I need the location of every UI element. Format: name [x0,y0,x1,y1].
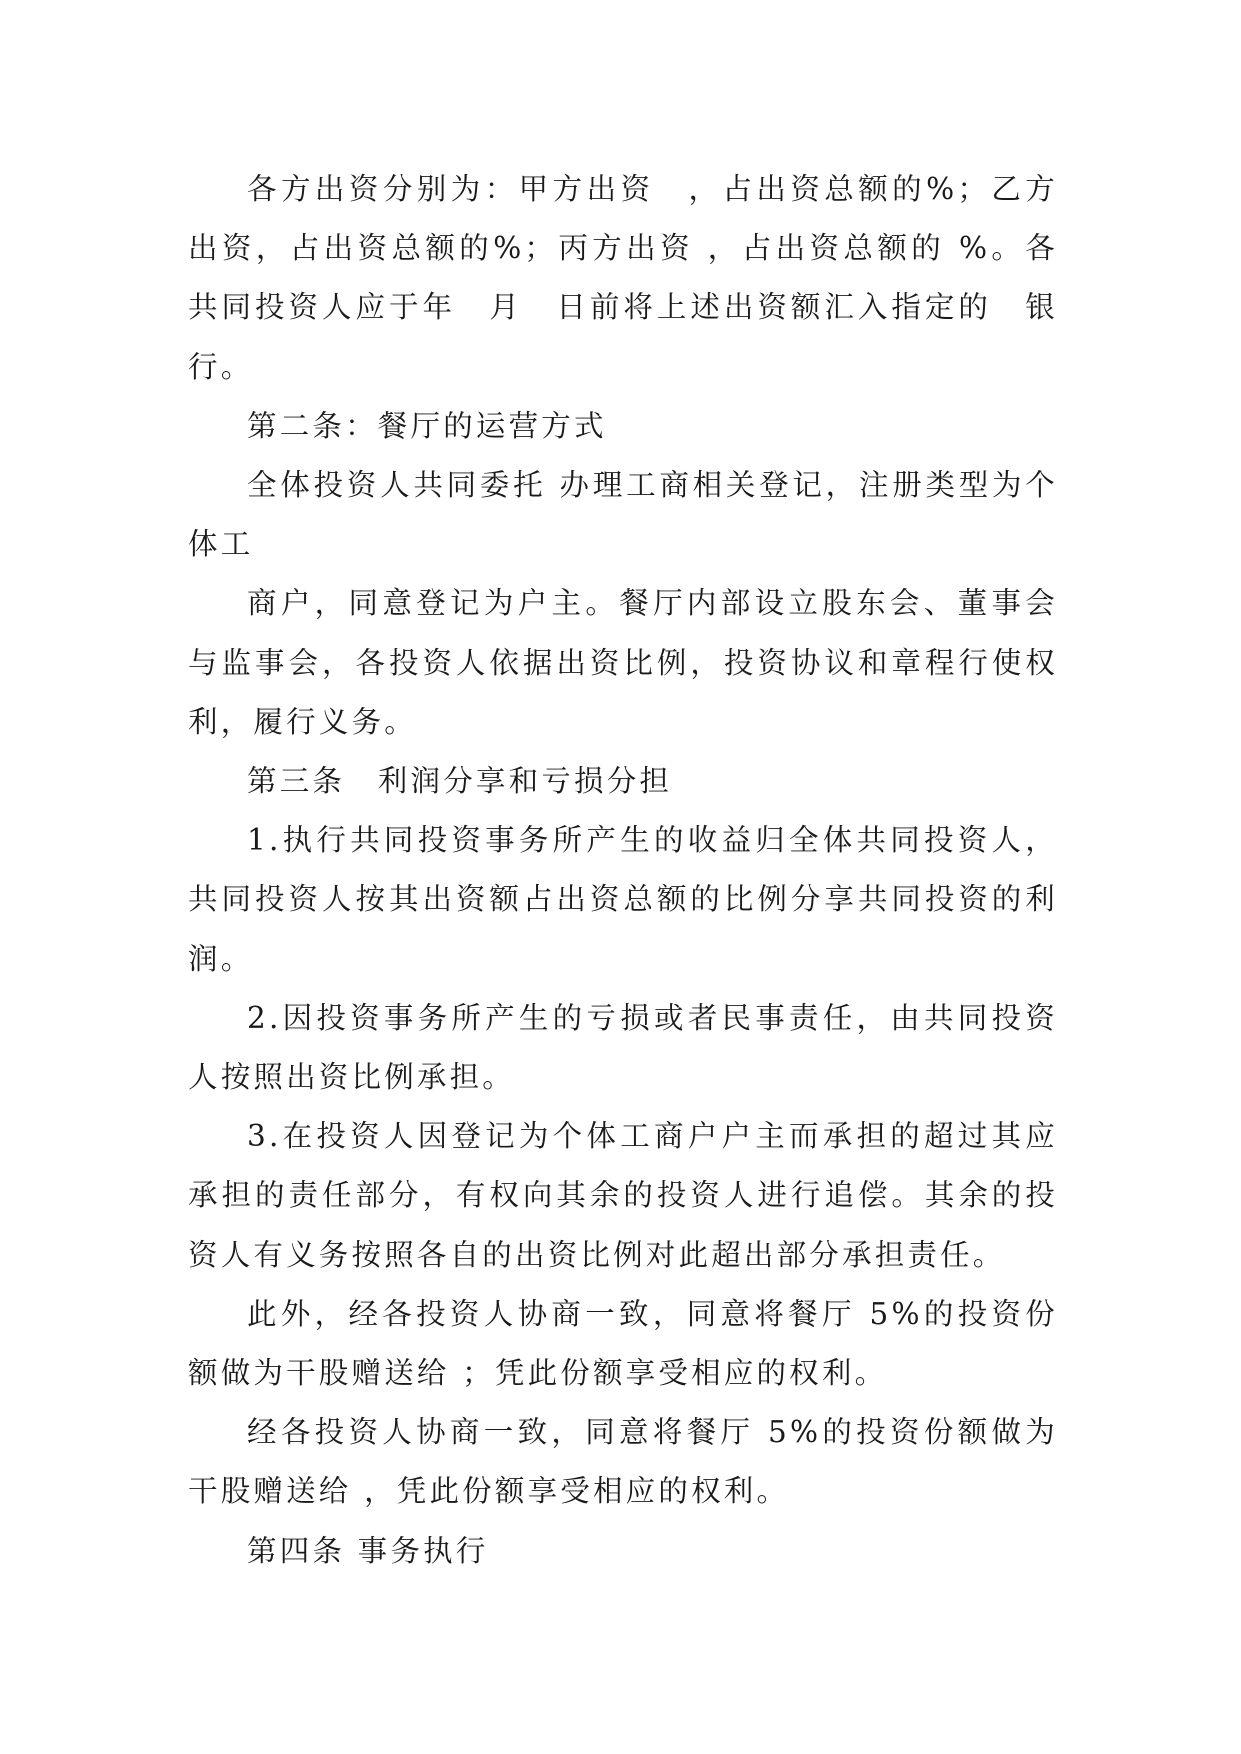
paragraph-household-owner: 商户，同意登记为户主。餐厅内部设立股东会、董事会与监事会，各投资人依据出资比例，投资协议和章程行使权利，履行义务。 [188,586,1058,739]
paragraph-recourse: 3.在投资人因登记为个体工商户户主而承担的超过其应承担的责任部分，有权向其余的投资人进行追偿。其余的投资人有义务按照各自的出资比例对此超出部分承担责任。 [188,1119,1058,1272]
paragraph-bonus-shares-2: 经各投资人协商一致，同意将餐厅 5%的投资份额做为干股赠送给 ，凭此份额享受相应的权利。 [188,1415,1058,1509]
paragraph-registration: 全体投资人共同委托 办理工商相关登记，注册类型为个体工 [188,468,1058,562]
paragraph-bonus-shares-1: 此外，经各投资人协商一致，同意将餐厅 5%的投资份额做为干股赠送给 ；凭此份额享受相应的权利。 [188,1296,1058,1391]
paragraph-profit-sharing: 1.执行共同投资事务所产生的收益归全体共同投资人，共同投资人按其出资额占出资总额的比例分享共同投资的利润。 [188,823,1058,976]
heading-article-2: 第二条：餐厅的运营方式 [247,408,607,443]
heading-article-4: 第四条 事务执行 [247,1533,489,1568]
paragraph-contributions: 各方出资分别为：甲方出资 ，占出资总额的%；乙方出资，占出资总额的%；丙方出资 ，占出资总额的 %。各共同投资人应于年 月 日前将上述出资额汇入指定的 银行。 [188,172,1058,384]
document-body [188,160,1058,1581]
heading-article-3: 第三条 利润分享和亏损分担 [247,764,673,799]
paragraph-loss-sharing: 2.因投资事务所产生的亏损或者民事责任，由共同投资人按照出资比例承担。 [188,1000,1058,1095]
